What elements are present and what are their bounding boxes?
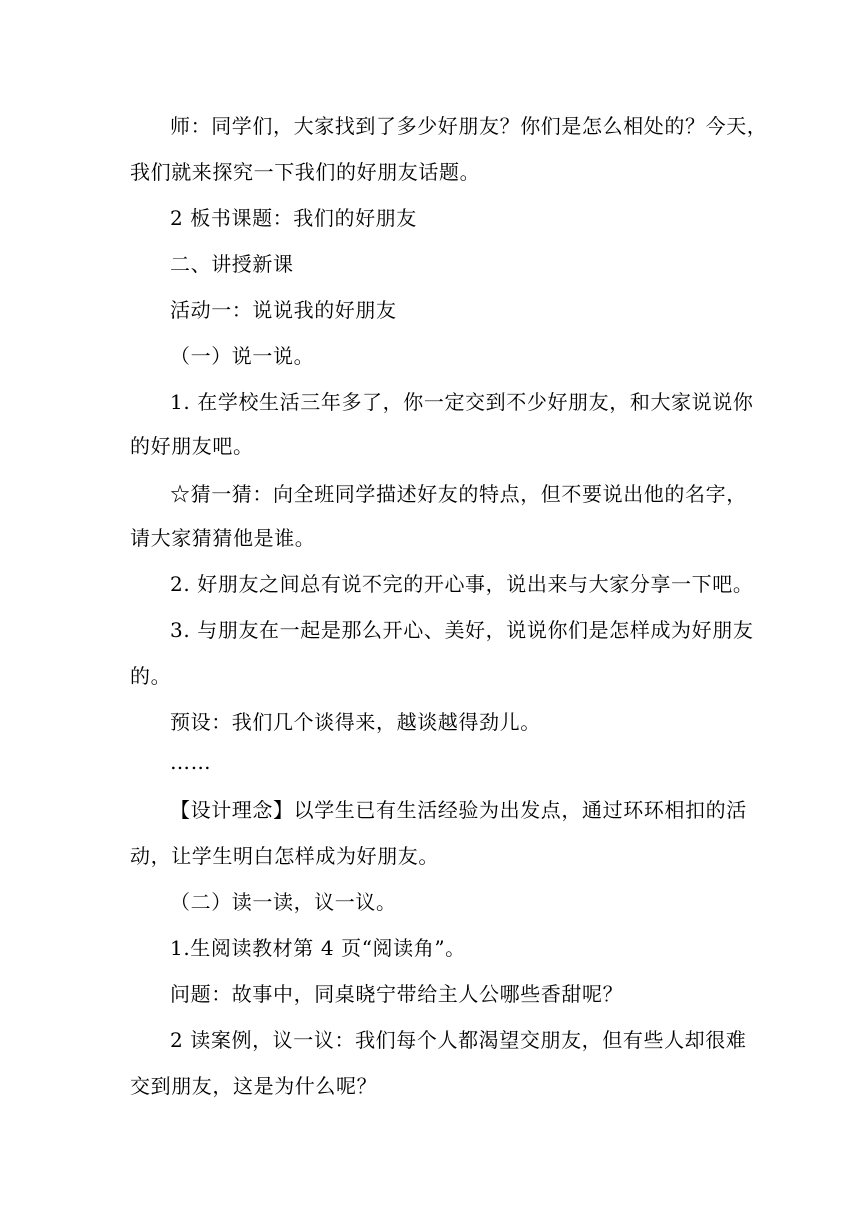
activity-heading: 活动一：说说我的好朋友 <box>170 298 397 322</box>
paragraph-line: 交到朋友，这是为什么呢？ <box>130 1074 378 1098</box>
board-title-line: 2 板书课题：我们的好朋友 <box>170 206 417 230</box>
paragraph-line: ☆猜一猜：向全班同学描述好友的特点，但不要说出他的名字， <box>170 482 747 506</box>
paragraph-line: 3. 与朋友在一起是那么开心、美好，说说你们是怎样成为好朋友 <box>170 618 754 642</box>
ellipsis-line: …… <box>170 750 212 774</box>
paragraph-line: 1. 在学校生活三年多了，你一定交到不少好朋友，和大家说说你 <box>170 390 754 414</box>
subsection-heading: （二）读一读，议一议。 <box>170 890 397 914</box>
paragraph-line: 预设：我们几个谈得来，越谈越得劲儿。 <box>170 710 541 734</box>
paragraph-line: 的好朋友吧。 <box>130 434 254 458</box>
paragraph-line: 的。 <box>130 664 172 688</box>
paragraph-line: 1.生阅读教材第 4 页“阅读角”。 <box>170 936 466 960</box>
paragraph-line: 我们就来探究一下我们的好朋友话题。 <box>130 160 481 184</box>
paragraph-line: 动，让学生明白怎样成为好朋友。 <box>130 844 439 868</box>
paragraph-line: 2. 好朋友之间总有说不完的开心事，说出来与大家分享一下吧。 <box>170 572 754 596</box>
paragraph-line: 师：同学们，大家找到了多少好朋友？你们是怎么相处的？今天， <box>170 114 768 138</box>
paragraph-line: 问题：故事中，同桌晓宁带给主人公哪些香甜呢？ <box>170 982 624 1006</box>
design-concept-line: 【设计理念】以学生已有生活经验为出发点，通过环环相扣的活 <box>170 798 747 822</box>
paragraph-line: 2 读案例，议一议：我们每个人都渴望交朋友，但有些人却很难 <box>170 1028 747 1052</box>
section-heading: 二、讲授新课 <box>170 252 294 276</box>
subsection-heading: （一）说一说。 <box>170 344 315 368</box>
paragraph-line: 请大家猜猜他是谁。 <box>130 526 316 550</box>
